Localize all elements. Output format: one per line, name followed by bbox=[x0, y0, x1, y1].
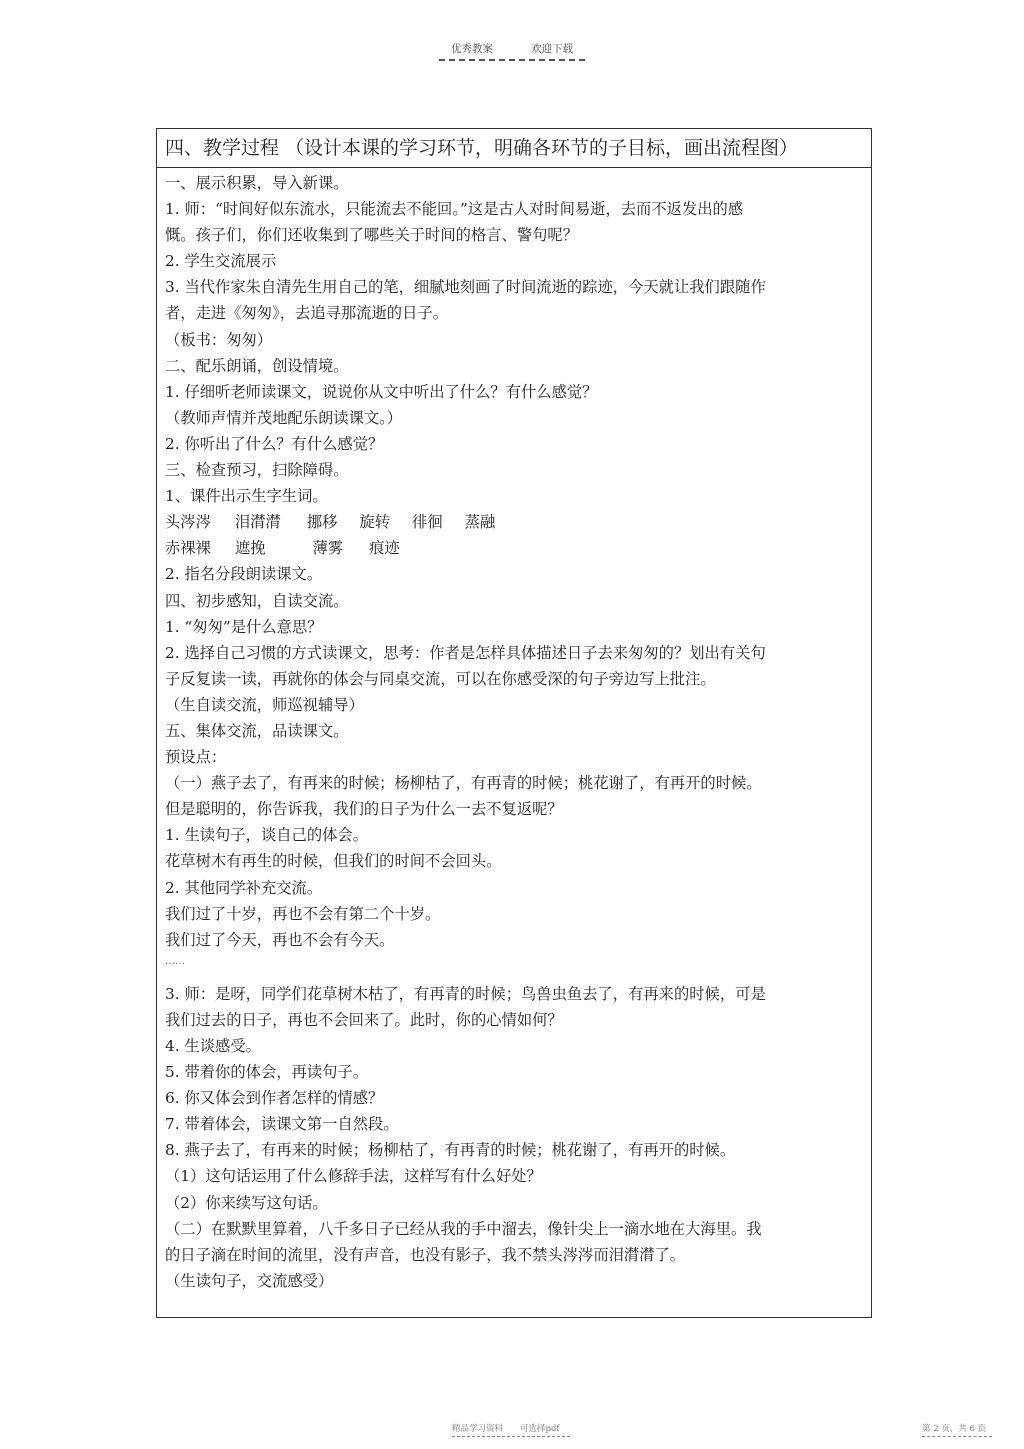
content-block-2 bbox=[165, 561, 871, 952]
text-line: 一、展示积累，导入新课。 bbox=[165, 174, 349, 192]
text-line: 但是聪明的，你告诉我，我们的日子为什么一去不复返呢？ bbox=[165, 800, 563, 819]
text-line: 2. 选择自己习惯的方式读课文，思考：作者是怎样具体描述日子去来匆匆的？划出有关句 bbox=[165, 643, 766, 662]
vocabulary-row-2 bbox=[165, 535, 871, 561]
vocabulary-row-1 bbox=[165, 509, 871, 535]
text-line: 3. 当代作家朱自清先生用自己的笔，细腻地刻画了时间流逝的踪迹，今天就让我们跟随作 bbox=[165, 278, 766, 297]
text-line: 的日子滴在时间的流里，没有声音，也没有影子，我不禁头涔涔而泪潸潸了。 bbox=[165, 1245, 686, 1264]
text-line: 慨。孩子们，你们还收集到了哪些关于时间的格言、警句呢？ bbox=[165, 226, 579, 245]
header-right-text: 欢迎下载 bbox=[531, 43, 573, 55]
page-number-text: 第 2 页，共 6 页 bbox=[922, 1424, 987, 1434]
text-line: 4. 生谈感受。 bbox=[165, 1037, 261, 1055]
footer-center-divider bbox=[452, 1436, 570, 1437]
text-line: 1. “匆匆”是什么意思？ bbox=[165, 617, 323, 636]
lesson-table bbox=[156, 128, 872, 1318]
text-line: 6. 你又体会到作者怎样的情感？ bbox=[165, 1089, 384, 1108]
table-content bbox=[157, 168, 871, 1294]
text-line: 我们过了今天，再也不会有今天。 bbox=[165, 930, 395, 949]
footer-right-divider bbox=[922, 1436, 992, 1437]
page-footer bbox=[0, 1422, 1024, 1442]
text-line: 2. 指名分段朗读课文。 bbox=[165, 565, 323, 584]
vocabulary-word: 旋转 bbox=[359, 513, 391, 532]
text-line: 1. 仔细听老师读课文，说说你从文中听出了什么？有什么感觉？ bbox=[165, 382, 598, 401]
vocabulary-word: 蒸融 bbox=[464, 513, 496, 532]
table-title: 四、教学过程 （设计本课的学习环节，明确各环节的子目标，画出流程图） bbox=[157, 129, 871, 168]
vocabulary-word: 遮挽 bbox=[234, 539, 266, 558]
text-line: 8. 燕子去了，有再来的时候；杨柳枯了，有再青的时候；桃花谢了，有再开的时候。 bbox=[165, 1141, 736, 1160]
text-line: 1. 生读句子，谈自己的体会。 bbox=[165, 826, 369, 845]
content-block-1 bbox=[165, 170, 871, 509]
footer-center bbox=[452, 1422, 570, 1437]
vocabulary-word: 头涔涔 bbox=[165, 513, 211, 532]
text-line: 二、配乐朗诵，创设情境。 bbox=[165, 356, 349, 375]
vocabulary-word: 泪潸潸 bbox=[234, 513, 281, 532]
text-line: 1. 师：“时间好似东流水，只能流去不能回。”这是古人对时间易逝，去而不返发出的感 bbox=[165, 200, 744, 219]
text-line: 5. 带着你的体会，再读句子。 bbox=[165, 1063, 369, 1082]
text-line: 7. 带着体会，读课文第一自然段。 bbox=[165, 1115, 399, 1134]
text-line: 我们过了十岁，再也不会有第二个十岁。 bbox=[165, 904, 441, 923]
text-line: （一）燕子去了，有再来的时候；杨柳枯了，有再青的时候；桃花谢了，有再开的时候。 bbox=[165, 774, 762, 793]
page-header bbox=[0, 41, 1024, 61]
text-line: （2）你来续写这句话。 bbox=[165, 1193, 328, 1212]
text-line: 我们过去的日子，再也不会回来了。此时，你的心情如何？ bbox=[165, 1010, 563, 1029]
vocabulary-word: 薄雾 bbox=[312, 539, 344, 558]
vocabulary-word: 赤裸裸 bbox=[165, 539, 211, 558]
text-line: 2. 其他同学补充交流。 bbox=[165, 878, 323, 897]
text-line: 2. 你听出了什么？有什么感觉？ bbox=[165, 434, 384, 453]
footer-center-text: 精品学习资料 可选择pdf bbox=[452, 1424, 560, 1434]
text-line: 预设点： bbox=[165, 748, 227, 767]
footer-right bbox=[922, 1422, 992, 1437]
text-line: 3. 师：是呀，同学们花草树木枯了，有再青的时候；鸟兽虫鱼去了，有再来的时候，可是 bbox=[165, 984, 766, 1003]
content-block-3 bbox=[165, 981, 871, 1294]
text-line: 者，走进《匆匆》，去追寻那流逝的日子。 bbox=[165, 304, 448, 323]
text-line: 四、初步感知，自读交流。 bbox=[165, 591, 349, 610]
vocabulary-word: 挪移 bbox=[306, 513, 338, 532]
text-line: 三、检查预习，扫除障碍。 bbox=[165, 461, 349, 480]
text-line: 2. 学生交流展示 bbox=[165, 252, 277, 271]
header-left-text: 优秀教案 bbox=[451, 43, 493, 55]
ellipsis-text: …… bbox=[165, 955, 185, 967]
text-line: （1）这句话运用了什么修辞手法，这样写有什么好处？ bbox=[165, 1167, 542, 1186]
text-line: （二）在默默里算着，八千多日子已经从我的手中溜去，像针尖上一滴水地在大海里。我 bbox=[165, 1219, 762, 1238]
text-line: （生读句子，交流感受） bbox=[165, 1271, 334, 1290]
header-divider bbox=[439, 59, 585, 61]
text-line: （教师声情并茂地配乐朗读课文。） bbox=[165, 408, 403, 427]
text-line: （板书：匆匆） bbox=[165, 330, 273, 349]
vocabulary-word: 徘徊 bbox=[412, 513, 443, 532]
text-line: 花草树木有再生的时候，但我们的时间不会回头。 bbox=[165, 852, 502, 871]
text-line: （生自读交流，师巡视辅导） bbox=[165, 695, 364, 714]
text-line: 1、课件出示生字生词。 bbox=[165, 487, 328, 506]
text-line: 五、集体交流，品读课文。 bbox=[165, 721, 349, 740]
vocabulary-word: 痕迹 bbox=[369, 539, 400, 558]
text-line: 子反复读一读，再就你的体会与同桌交流，可以在你感受深的句子旁边写上批注。 bbox=[165, 669, 716, 688]
